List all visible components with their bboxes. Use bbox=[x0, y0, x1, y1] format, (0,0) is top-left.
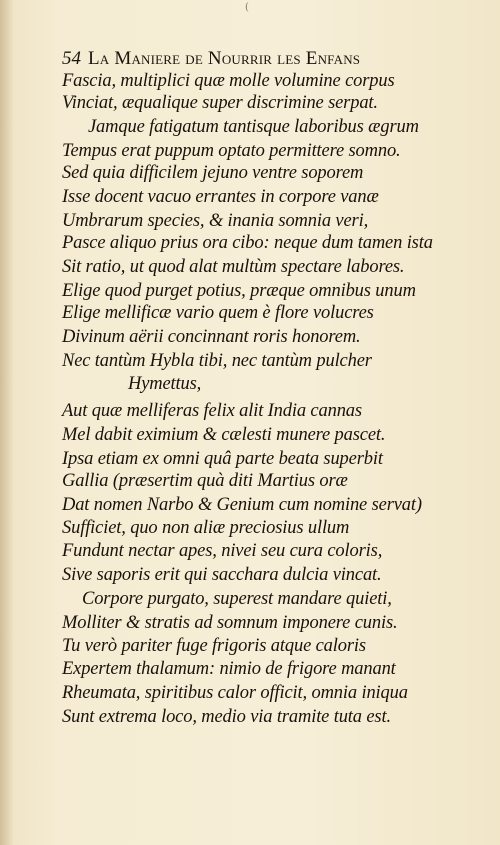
poem-line-19: Dat nomen Narbo & Genium cum nomine servat) bbox=[62, 495, 422, 515]
poem-line-9: Sit ratio, ut quod alat multùm spectare labores. bbox=[62, 257, 405, 277]
poem-line-26: Expertem thalamum: nimio de frigore manant bbox=[62, 659, 396, 679]
poem-line-28: Sunt extrema loco, medio via tramite tuta est. bbox=[62, 707, 391, 727]
poem-line-23: Corpore purgato, superest mandare quieti, bbox=[82, 589, 392, 609]
page-number: 54 bbox=[62, 48, 81, 69]
poem-line-12: Divinum aërii concinnant roris honorem. bbox=[62, 327, 361, 347]
poem-line-25: Tu verò pariter fuge frigoris atque caloris bbox=[62, 636, 366, 656]
poem-line-11: Elige mellificæ vario quem è flore volucres bbox=[62, 303, 374, 323]
poem-line-18: Gallia (præsertim quà diti Martius oræ bbox=[62, 471, 348, 491]
poem-line-17: Ipsa etiam ex omni quâ parte beata superbit bbox=[62, 449, 383, 469]
poem-line-27: Rheumata, spiritibus calor officit, omnia iniqua bbox=[62, 683, 408, 703]
poem-line-5: Sed quia difficilem jejuno ventre soporem bbox=[62, 163, 364, 183]
poem-line-16: Mel dabit eximium & cælesti munere pascet. bbox=[62, 425, 386, 445]
poem-line-7: Umbrarum species, & inania somnia veri, bbox=[62, 211, 369, 231]
poem-line-13: Nec tantùm Hybla tibi, nec tantùm pulcher bbox=[62, 351, 372, 371]
poem-line-21: Fundunt nectar apes, nivei seu cura coloris, bbox=[62, 541, 383, 561]
running-title: La Maniere de Nourrir les Enfans bbox=[88, 48, 361, 69]
poem-line-3: Jamque fatigatum tantisque laboribus ægrum bbox=[88, 117, 419, 137]
poem-line-14: Hymettus, bbox=[128, 374, 202, 394]
poem-line-20: Sufficiet, quo non aliæ preciosius ullum bbox=[62, 518, 350, 538]
poem-line-4: Tempus erat puppum optato permittere somno. bbox=[62, 141, 401, 161]
page-edge-mark: ( bbox=[245, 2, 249, 13]
poem-line-1: Fascia, multiplici quæ molle volumine corpus bbox=[62, 71, 395, 91]
poem-line-6: Isse docent vacuo errantes in corpore vanæ bbox=[62, 187, 379, 207]
poem-line-2: Vinciat, æqualique super discrimine serpat. bbox=[62, 93, 378, 113]
poem-line-24: Molliter & stratis ad somnum imponere cunis. bbox=[62, 613, 398, 633]
page-header bbox=[62, 48, 462, 72]
poem-line-8: Pasce aliquo prius ora cibo: neque dum tamen ista bbox=[62, 233, 433, 253]
poem-line-10: Elige quod purget potius, præque omnibus unum bbox=[62, 281, 416, 301]
poem-line-15: Aut quæ melliferas felix alit India cannas bbox=[62, 401, 362, 421]
page-fold-shadow bbox=[0, 0, 14, 845]
poem-line-22: Sive saporis erit qui sacchara dulcia vincat. bbox=[62, 565, 382, 585]
